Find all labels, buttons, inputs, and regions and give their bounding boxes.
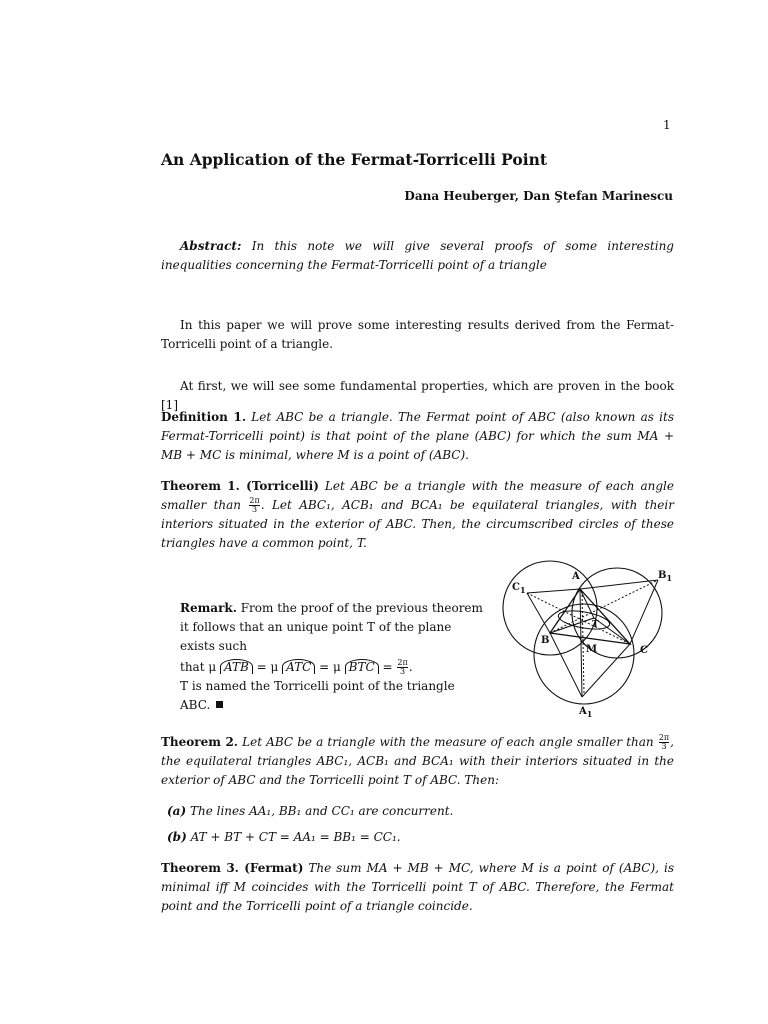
theorem-2-fraction: $\frac{2\pi}{3}$ xyxy=(658,733,670,751)
theorem-2-item-b: (b) AT + BT + CT = AA₁ = BB₁ = CC₁. xyxy=(167,830,401,844)
theorem-3-label: Theorem 3. (Fermat) xyxy=(161,861,304,875)
line-cb1 xyxy=(630,580,658,644)
line-c1a xyxy=(527,589,580,593)
abstract-label: Abstract: xyxy=(180,239,242,253)
remark xyxy=(180,599,488,715)
theorem-2 xyxy=(161,733,674,790)
remark-formula: that μ ATB = μ ATC = μ BTC = $\frac{2\pi}{3}$ . xyxy=(180,658,413,676)
definition-1-label: Definition 1. xyxy=(161,410,247,424)
label-m: M xyxy=(586,644,598,655)
ellipse-inner xyxy=(557,608,611,633)
paper-title: An Application of the Fermat-Torricelli Point xyxy=(161,150,548,169)
page-number: 1 xyxy=(663,118,671,132)
theorem-1-text-b: . Let ABC₁, ACB₁ and BCA₁ be equilateral triangles, with their interiors situated in the exterior of ABC. Then, the circumscribed circles of these triangles have a common point, T. xyxy=(161,498,674,550)
definition-1 xyxy=(161,408,674,465)
theorem-1-text-a: Let ABC be a triangle with the measure of each angle smaller than xyxy=(161,479,674,512)
definition-1-text: Let ABC be a triangle. The Fermat point of ABC (also known as its Fermat-Torricelli point) is that point of the plane (ABC) for which the sum MA + MB + MC is minimal, where M is a point of (ABC). xyxy=(161,410,674,462)
theorem-2-item-a: (a) The lines AA₁, BB₁ and CC₁ are concurrent. xyxy=(167,804,454,818)
remark-fraction: $\frac{2\pi}{3}$ xyxy=(397,658,408,676)
label-b1: $B_1$ xyxy=(658,570,673,583)
theorem-1 xyxy=(161,477,674,553)
label-a1: $A_1$ xyxy=(579,706,593,719)
abstract-text: In this note we will give several proofs of some interesting inequalities concerning the Fermat-Torricelli point of a triangle xyxy=(161,239,674,272)
abstract xyxy=(161,237,674,275)
torricelli-figure xyxy=(500,558,680,723)
authors: Dana Heuberger, Dan Ştefan Marinescu xyxy=(404,189,673,203)
label-a: A xyxy=(572,571,580,582)
arc-btc: BTC xyxy=(345,659,379,674)
qed-square-icon xyxy=(216,701,223,708)
circle-bca1 xyxy=(534,604,634,704)
theorem-2-text-b: , the equilateral triangles ABC₁, ACB₁ and BCA₁ with their interiors situated in the exterior of ABC and the Torricelli point T of ABC. Then: xyxy=(161,735,674,787)
theorem-1-label: Theorem 1. (Torricelli) xyxy=(161,479,319,493)
theorem-1-fraction: $\frac{2\pi}{3}$ xyxy=(249,496,260,514)
theorem-2-label: Theorem 2. xyxy=(161,735,238,749)
label-c: C xyxy=(640,645,648,656)
theorem-3 xyxy=(161,859,674,916)
line-ab1 xyxy=(580,580,658,589)
theorem-2-text-a: Let ABC be a triangle with the measure of each angle smaller than xyxy=(242,735,654,749)
line-ba1 xyxy=(550,633,582,697)
first-paragraph: At first, we will see some fundamental properties, which are proven in the book [1] xyxy=(161,379,674,412)
remark-label: Remark. xyxy=(180,601,237,615)
arc-atb: ATB xyxy=(220,659,253,674)
label-b: B xyxy=(541,635,550,646)
intro-paragraph: In this paper we will prove some interesting results derived from the Fermat-Torricelli point of a triangle. xyxy=(161,318,674,351)
label-c1: $C_1$ xyxy=(512,582,526,595)
remark-line1: From the proof of the previous theorem it follows that an unique point T of the plane exists such xyxy=(180,601,483,653)
arc-atc: ATC xyxy=(282,659,315,674)
label-t: T xyxy=(592,620,599,630)
theorem-3-text: The sum MA + MB + MC, where M is a point of (ABC), is minimal iff M coincides with the Torricelli point T of ABC. Therefore, the Fermat point and the Torricelli point of a triangle coincide. xyxy=(161,861,674,913)
remark-line3: T is named the Torricelli point of the triangle ABC. xyxy=(180,679,455,712)
